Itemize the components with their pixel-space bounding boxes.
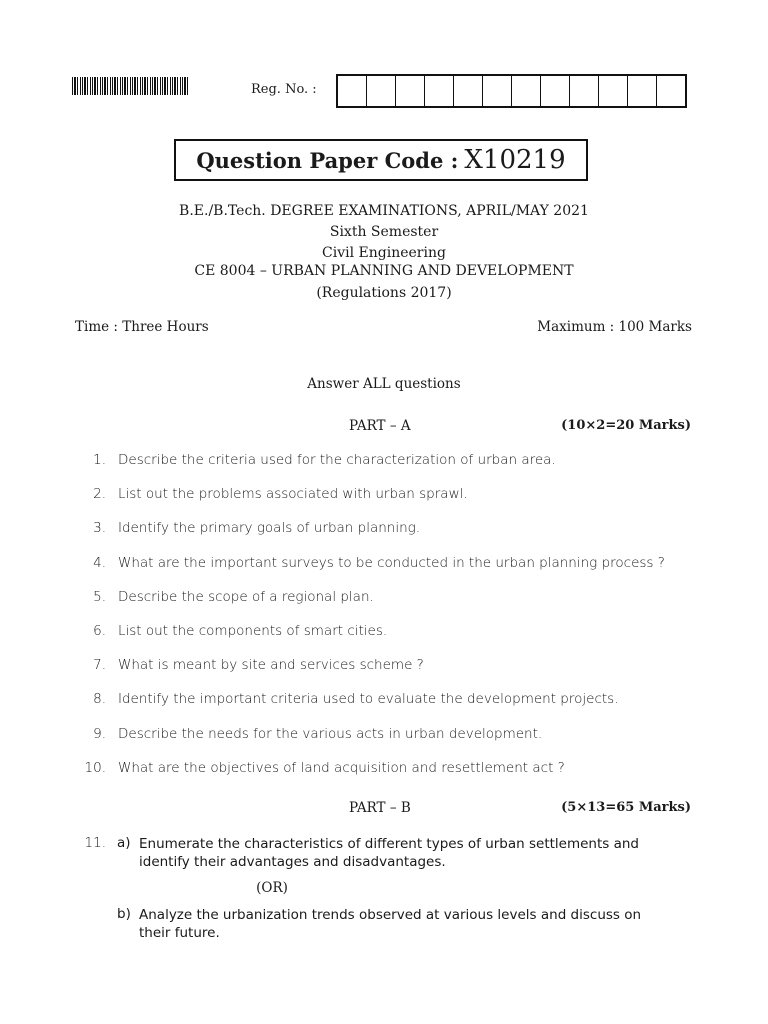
question-text: List out the components of smart cities. bbox=[118, 623, 388, 639]
reg-no-digit-box[interactable] bbox=[483, 76, 512, 106]
max-marks-label: Maximum : 100 Marks bbox=[537, 319, 692, 335]
reg-no-digit-box[interactable] bbox=[396, 76, 425, 106]
reg-no-digit-box[interactable] bbox=[512, 76, 541, 106]
question-text: Describe the criteria used for the characterization of urban area. bbox=[118, 452, 556, 468]
reg-no-digit-box[interactable] bbox=[454, 76, 483, 106]
question-text: List out the problems associated with urban sprawl. bbox=[118, 486, 468, 503]
question-text: What is meant by site and services scheme ? bbox=[118, 657, 424, 674]
question-number: 8. bbox=[93, 691, 106, 708]
question-paper-code-label: Question Paper Code : bbox=[196, 147, 459, 173]
barcode bbox=[72, 77, 188, 95]
question-number: 11. bbox=[84, 835, 106, 851]
question-text: Describe the needs for the various acts in urban development. bbox=[118, 725, 543, 742]
reg-no-digit-box[interactable] bbox=[570, 76, 599, 106]
question-number: 10. bbox=[84, 759, 106, 776]
exam-title: B.E./B.Tech. DEGREE EXAMINATIONS, APRIL/MAY 2021 bbox=[179, 203, 589, 219]
question-number: 2. bbox=[93, 486, 106, 503]
question-number: 7. bbox=[93, 657, 106, 674]
question-number: 9. bbox=[93, 725, 106, 742]
part-b-label: PART – B bbox=[349, 800, 411, 816]
reg-no-digit-box[interactable] bbox=[367, 76, 396, 106]
subject: CE 8004 – URBAN PLANNING AND DEVELOPMENT bbox=[194, 263, 574, 279]
reg-no-digit-box[interactable] bbox=[338, 76, 367, 106]
part-a-marks: (10×2=20 Marks) bbox=[561, 418, 691, 433]
question-paper-code-box bbox=[174, 139, 588, 181]
semester: Sixth Semester bbox=[329, 224, 439, 240]
reg-no-digit-box[interactable] bbox=[628, 76, 657, 106]
regulations: (Regulations 2017) bbox=[316, 285, 452, 301]
question-number: 4. bbox=[93, 554, 106, 571]
question-number: 5. bbox=[93, 588, 106, 605]
question-text: Identify the primary goals of urban planning. bbox=[118, 520, 421, 537]
part-b-marks: (5×13=65 Marks) bbox=[561, 800, 691, 815]
sub-question-text: Analyze the urbanization trends observed at various levels and discuss on their future. bbox=[139, 907, 642, 941]
question-paper-code-value: X10219 bbox=[464, 145, 566, 175]
branch: Civil Engineering bbox=[322, 245, 446, 261]
question-text: What are the important surveys to be conducted in the urban planning process ? bbox=[118, 554, 665, 571]
part-a-label: PART – A bbox=[349, 418, 411, 434]
instruction: Answer ALL questions bbox=[307, 376, 461, 392]
reg-no-digit-box[interactable] bbox=[425, 76, 454, 106]
reg-no-digit-box[interactable] bbox=[657, 76, 685, 106]
sub-question-letter: a) bbox=[117, 835, 131, 851]
question-number: 3. bbox=[93, 520, 106, 537]
time-label: Time : Three Hours bbox=[75, 319, 209, 335]
question-text: Describe the scope of a regional plan. bbox=[118, 588, 374, 605]
reg-no-boxes[interactable] bbox=[336, 74, 687, 108]
sub-question-letter: b) bbox=[117, 906, 131, 922]
reg-no-label: Reg. No. : bbox=[251, 82, 317, 97]
question-number: 6. bbox=[93, 623, 106, 639]
question-number: 1. bbox=[93, 452, 106, 468]
question-text: What are the objectives of land acquisition and resettlement act ? bbox=[118, 759, 565, 776]
question-text: Identify the important criteria used to evaluate the development projects. bbox=[118, 691, 619, 708]
or-separator: (OR) bbox=[256, 880, 288, 896]
reg-no-digit-box[interactable] bbox=[599, 76, 628, 106]
sub-question-text: Enumerate the characteristics of different types of urban settlements and identify their advantages and disadvantages. bbox=[139, 836, 640, 870]
reg-no-digit-box[interactable] bbox=[541, 76, 570, 106]
